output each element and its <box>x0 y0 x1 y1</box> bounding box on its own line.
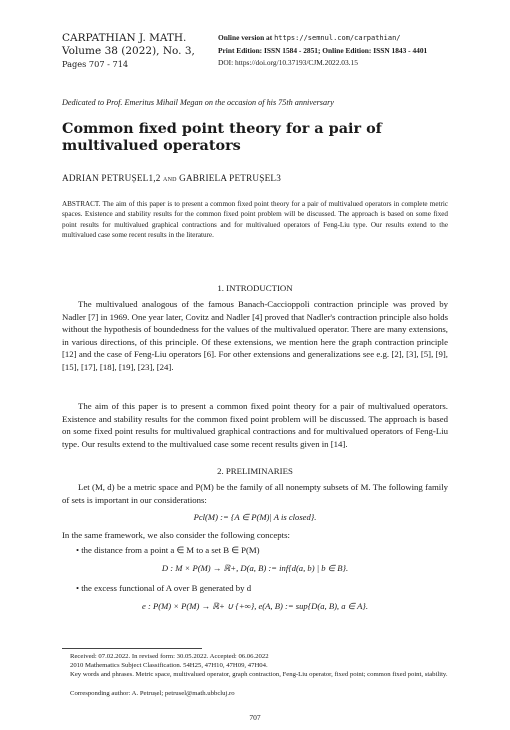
footnote-rule <box>62 648 202 649</box>
section-heading-introduction: 1. INTRODUCTION <box>217 283 293 293</box>
intro-paragraph-1: The multivalued analogous of the famous Banach-Caccioppoli contraction principle was proved by Nadler [7] in 1969. One year later, Covitz and Nadler [4] proved that Nadler's contraction principle also holds without the hypothesis of boundedness for the values of the multivalued operator. There are many extensions, in various directions, of this principle. Of these extensions, we mention here the graph contraction principle [12] and the case of Feng-Liu operators [6]. For other extensions and generalizations see e.g. [2], [3], [5], [9], [15], [17], [18], [19], [23], [24]. <box>62 299 448 372</box>
abstract-label: ABSTRACT. <box>62 200 101 208</box>
paper-title: Common fixed point theory for a pair of multivalued operators <box>62 120 382 154</box>
publication-info <box>218 32 427 70</box>
journal-header <box>62 32 195 71</box>
dedication: Dedicated to Prof. Emeritus Mihail Megan on the occasion of his 75th anniversary <box>62 98 334 107</box>
intro-paragraph-2: The aim of this paper is to present a common fixed point theory for a pair of multivalued operators. Existence and stability results for the common fixed point problem will be discussed. The approach is based on some fixed point results for multivalued graphical contractions and for multivalued operators of Feng-Liu type. Our results extend to the multivalued case some recent results given in [14]. <box>62 401 448 449</box>
bullet-excess: • the excess functional of A over B generated by d <box>76 583 252 593</box>
authors: ADRIAN PETRUȘEL1,2 and GABRIELA PETRUȘEL3 <box>62 173 281 183</box>
page-number: 707 <box>249 713 261 722</box>
footnote-msc: 2010 Mathematics Subject Classification. 54H25, 47H10, 47H09, 47H04. <box>70 662 268 669</box>
footnote-received: Received: 07.02.2022. In revised form: 30.05.2022. Accepted: 06.06.2022 <box>70 653 269 660</box>
journal-name: CARPATHIAN J. MATH. <box>62 32 187 44</box>
journal-url[interactable]: https://semnul.com/carpathian/ <box>274 34 401 42</box>
prelim-paragraph-2: In the same framework, we also consider the following concepts: <box>62 530 290 540</box>
formula-excess: e : P(M) × P(M) → ℝ+ ∪ {+∞}, e(A, B) := sup{D(a, B), a ∈ A}. <box>141 601 368 611</box>
issn-line: Print Edition: ISSN 1584 - 2851; Online Edition: ISSN 1843 - 4401 <box>218 45 428 55</box>
abstract-text: The aim of this paper is to present a common fixed point theory for a pair of multivalued operators in complete metric spaces. Existence and stability results for the common fixed point problem will be discussed. The approach is based on some fixed point results for multivalued graphical contractions and for multivalued operators of Feng-Liu type. Our results extend to the multivalued case some recent results in the literature. <box>62 200 449 240</box>
section-heading-preliminaries: 2. PRELIMINARIES <box>217 466 293 476</box>
formula-pcl: Pcl(M) := {A ∈ P(M)| A is closed}. <box>193 512 317 522</box>
online-label: Online version at <box>218 33 273 42</box>
page-range: Pages 707 - 714 <box>62 59 129 69</box>
volume-line: Volume 38 (2022), No. 3, <box>62 45 195 57</box>
prelim-paragraph-1: Let (M, d) be a metric space and P(M) be the family of all nonempty subsets of M. The following family of sets is important in our considerations: <box>62 482 448 505</box>
online-version-line <box>218 32 427 45</box>
footnote-keywords: Key words and phrases. Metric space, multivalued operator, graph contraction, Feng-Liu operator, fixed point; common fixed point, stability. <box>70 671 448 678</box>
doi-line[interactable]: DOI: https://doi.org/10.37193/CJM.2022.03.15 <box>218 58 358 67</box>
bullet-distance: • the distance from a point a ∈ M to a set B ∈ P(M) <box>76 545 260 555</box>
footnote-corresponding: Corresponding author: A. Petrușel; petrusel@math.ubbcluj.ro <box>70 690 235 697</box>
abstract <box>62 199 448 241</box>
formula-distance: D : M × P(M) → ℝ+, D(a, B) := inf{d(a, b) | b ∈ B}. <box>161 563 349 573</box>
